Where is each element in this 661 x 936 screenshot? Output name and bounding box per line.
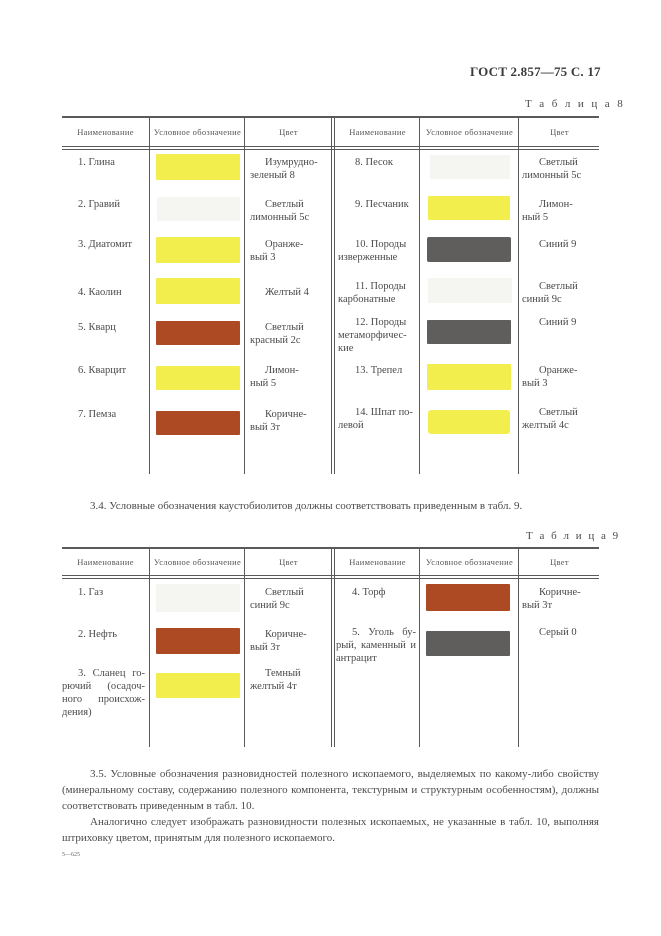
table9-col-divider — [419, 548, 420, 747]
table9-header-symbol-right: Условное обозначение — [425, 556, 514, 567]
print-code-footer: 5—625 — [62, 852, 80, 858]
mineral-name: 2. Нефть — [78, 629, 118, 640]
color-swatch-brown — [156, 411, 240, 435]
color-name: Серый 0 — [539, 627, 577, 638]
color-swatch-brown — [426, 584, 510, 611]
table9-header-color-right: Цвет — [550, 556, 569, 567]
color-name: Светлый лимонный 5с — [522, 157, 582, 181]
mineral-name: 10. Породы изверженные — [338, 239, 407, 263]
color-name: Лимон-ный 5 — [522, 199, 573, 223]
paragraph-3-5: 3.5. Условные обозначения разновидностей полезного ископаемого, выделяемых по какому-либо свойству (минеральному составу, содержанию полезного компонента, текстурным и структурным особенностям), должны соответствовать приведенным в табл. 10. — [62, 768, 599, 812]
mineral-name: 5. Уголь бу-рый, каменный и антрацит — [336, 627, 416, 664]
color-swatch-yellow — [428, 196, 510, 220]
mineral-name: 8. Песок — [355, 157, 394, 168]
color-name: Синий 9 — [539, 239, 577, 250]
document-code-header: ГОСТ 2.857—75 С. 17 — [470, 64, 601, 79]
color-swatch-yellow — [427, 364, 511, 390]
mineral-name: 11. Породы карбонатные — [338, 281, 406, 305]
paragraph-3-4: 3.4. Условные обозначения каустобиолитов должны соответствовать приведенным в табл. 9. — [90, 500, 523, 512]
color-swatch-yellow — [156, 673, 240, 698]
mineral-name: 5. Кварц — [78, 322, 116, 333]
color-name: Светлый синий 9с — [522, 281, 578, 305]
table8-center-divider — [331, 117, 332, 474]
table9-header-name-right: Наименование — [349, 556, 406, 567]
mineral-name: 2. Гравий — [78, 199, 121, 210]
color-swatch-yellow — [156, 154, 240, 180]
mineral-name: 13. Трепел — [355, 365, 403, 376]
table8-header-symbol-left: Условное обозначение — [153, 126, 242, 137]
mineral-name: 9. Песчаник — [355, 199, 409, 210]
color-name: Коричне-вый 3т — [250, 409, 307, 433]
color-swatch-dark-gray — [427, 320, 511, 344]
color-swatch-very-light — [428, 278, 512, 303]
mineral-name: 14. Шпат по-левой — [338, 407, 413, 431]
table8-header-name-left: Наименование — [77, 126, 134, 137]
table8-col-divider — [149, 117, 150, 474]
color-swatch-dark-gray — [426, 631, 510, 656]
table9-header-name-left: Наименование — [77, 556, 134, 567]
table9-col-divider — [244, 548, 245, 747]
color-swatch-very-light — [156, 584, 240, 612]
table8-col-divider — [244, 117, 245, 474]
color-swatch-dark-gray — [427, 237, 511, 262]
table8-col-divider — [518, 117, 519, 474]
color-name: Лимон-ный 5 — [250, 365, 299, 389]
paragraph-analog: Аналогично следует изображать разновидности полезных ископаемых, не указанные в табл. 10, выполняя штриховку цветом, принятым для полезного ископаемого. — [62, 816, 599, 844]
table8-center-divider — [334, 117, 335, 474]
color-name: Светлый лимонный 5с — [250, 199, 310, 223]
color-name: Желтый 4 — [265, 287, 309, 298]
table9-center-divider — [334, 548, 335, 747]
color-swatch-very-light — [157, 197, 240, 221]
color-swatch-yellow — [156, 237, 240, 263]
color-name: Изумрудно-зеленый 8 — [250, 157, 318, 181]
color-name: Коричне-вый 3т — [522, 587, 581, 611]
color-name: Оранже-вый 3 — [522, 365, 578, 389]
table8-caption: Т а б л и ц а 8 — [525, 98, 626, 110]
table9-col-divider — [518, 548, 519, 747]
table9-header-symbol-left: Условное обозначение — [153, 556, 242, 567]
mineral-name: 6. Кварцит — [78, 365, 127, 376]
color-name: Темный желтый 4т — [250, 668, 301, 692]
color-name: Синий 9 — [539, 317, 577, 328]
table9-caption: Т а б л и ц а 9 — [526, 530, 621, 542]
color-swatch-brown — [156, 628, 240, 654]
mineral-name: 7. Пемза — [78, 409, 117, 420]
table8-header-name-right: Наименование — [349, 126, 406, 137]
color-swatch-very-light — [430, 155, 510, 179]
mineral-name: 4. Торф — [352, 587, 386, 598]
color-swatch-yellow — [156, 366, 240, 390]
mineral-name: 3. Сланец го-рючий (осадоч-ного происхож-дения) — [62, 668, 145, 718]
color-swatch-yellow — [156, 278, 240, 304]
color-name: Светлый желтый 4с — [522, 407, 578, 431]
color-name: Светлый красный 2с — [250, 322, 304, 346]
color-name: Оранже-вый 3 — [250, 239, 304, 263]
table8-header-color-left: Цвет — [279, 126, 298, 137]
table8-header-symbol-right: Условное обозначение — [425, 126, 514, 137]
table9-col-divider — [149, 548, 150, 747]
table9-header-color-left: Цвет — [279, 556, 298, 567]
mineral-name: 1. Глина — [78, 157, 115, 168]
table9-center-divider — [331, 548, 332, 747]
color-name: Коричне-вый 3т — [250, 629, 307, 653]
color-name: Светлый синий 9с — [250, 587, 304, 611]
mineral-name: 12. Породы метаморфичес-кие — [338, 317, 407, 354]
mineral-name: 1. Газ — [78, 587, 104, 598]
mineral-name: 4. Каолин — [78, 287, 122, 298]
color-swatch-yellow — [428, 410, 510, 434]
table8-header-color-right: Цвет — [550, 126, 569, 137]
table8-col-divider — [419, 117, 420, 474]
mineral-name: 3. Диатомит — [78, 239, 133, 250]
color-swatch-brown — [156, 321, 240, 345]
